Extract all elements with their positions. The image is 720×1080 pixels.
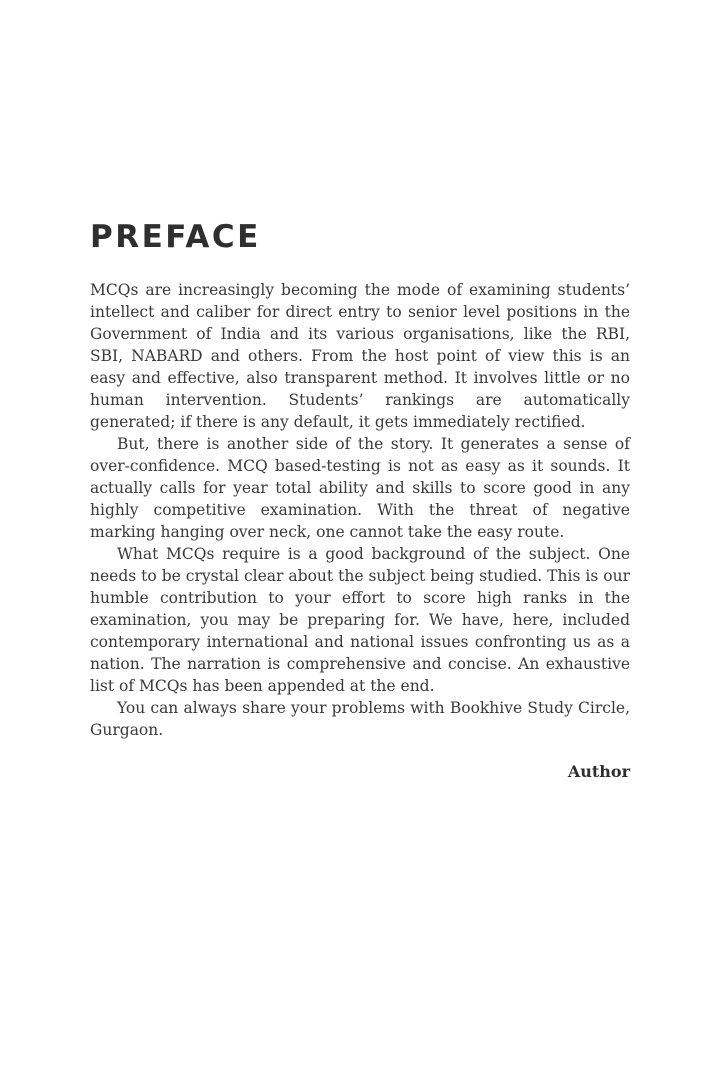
author-signature: Author xyxy=(567,762,630,781)
page-title: PREFACE xyxy=(90,219,261,255)
paragraph-1: MCQs are increasingly becoming the mode of examining students’ intellect and caliber for direct entry to senior level positions in the Government of India and its various organisations, like the RBI, SBI, NABARD and others. From the host point of view this is an easy and effective, also transparent method. It involves little or no human intervention. Students’ rankings are automatically generated; if there is any default, it gets immediately rectified. xyxy=(90,281,630,431)
paragraph-3: What MCQs require is a good background of the subject. One needs to be crystal clear about the subject being studied. This is our humble contribution to your effort to score high ranks in the examination, you may be preparing for. We have, here, included contemporary international and national issues confronting us as a nation. The narration is comprehensive and concise. An exhaustive list of MCQs has been appended at the end. xyxy=(90,545,630,695)
paragraph-2: But, there is another side of the story. It generates a sense of over-confidence. MCQ based-testing is not as easy as it sounds. It actually calls for year total ability and skills to score good in any highly competitive examination. With the threat of negative marking hanging over neck, one cannot take the easy route. xyxy=(90,435,630,541)
preface-body xyxy=(90,279,630,741)
paragraph-4: You can always share your problems with Bookhive Study Circle, Gurgaon. xyxy=(90,699,630,739)
